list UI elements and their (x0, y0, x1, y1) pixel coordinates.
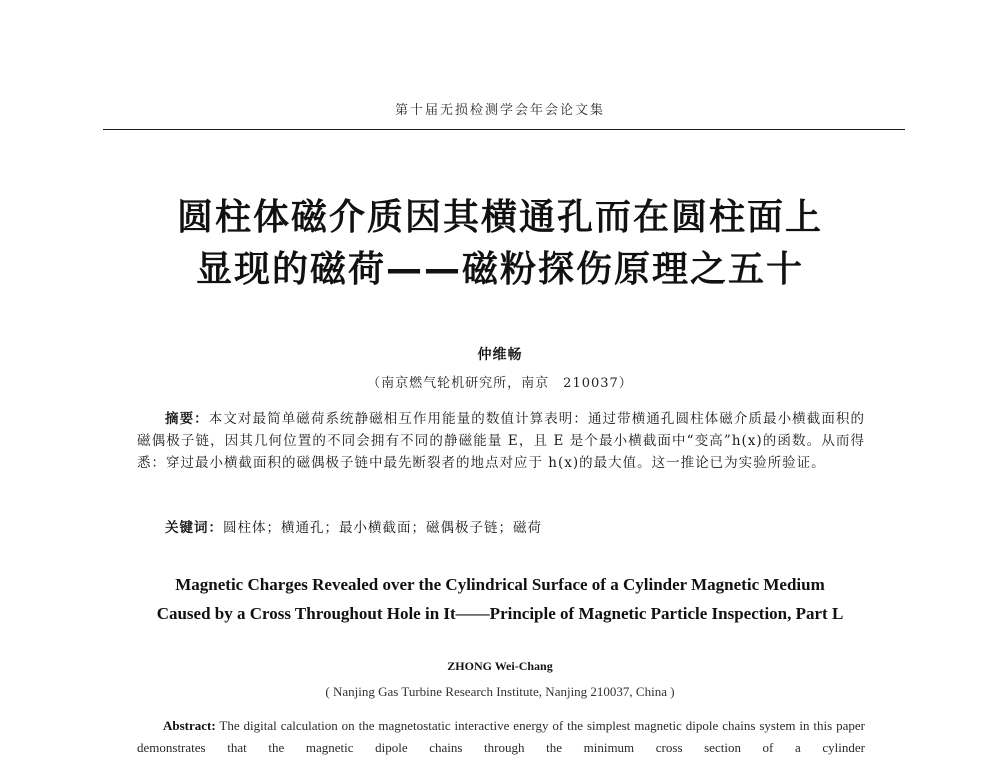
abstract-cn-label: 摘要： (165, 411, 209, 427)
author-en: ZHONG Wei-Chang (447, 659, 553, 673)
keywords-cn-text: 圆柱体；横通孔；最小横截面；磁偶极子链；磁荷 (223, 520, 542, 536)
affiliation-cn: （南京燃气轮机研究所，南京 210037） (367, 376, 633, 391)
abstract-en-text: The digital calculation on the magnetostatic interactive energy of the simplest magnetic dipole chains system in this paper demonstrates that the magnetic dipole chains through the minimum cross section of a cylinder (137, 718, 865, 755)
keywords-cn (165, 516, 865, 536)
running-head: 第十届无损检测学会年会论文集 (394, 103, 605, 118)
title-en-line2: Caused by a Cross Throughout Hole in It——Principle of Magnetic Particle Inspection, Part L (156, 604, 844, 623)
header-rule (103, 129, 905, 130)
keywords-cn-label: 关键词： (165, 520, 223, 536)
abstract-en (137, 715, 865, 759)
abstract-cn-text: 本文对最简单磁荷系统静磁相互作用能量的数值计算表明：通过带横通孔圆柱体磁介质最小横截面积的磁偶极子链，因其几何位置的不同会拥有不同的静磁能量 E，且 E 是个最小横截面中“变高”h(x)的函数。从而得悉：穿过最小横截面积的磁偶极子链中最先断裂者的地点对应于 h(x)的最大值。这一推论已为实验所验证。 (137, 411, 866, 471)
affiliation-en: ( Nanjing Gas Turbine Research Institute, Nanjing 210037, China ) (325, 684, 675, 699)
title-cn-line1: 圆柱体磁介质因其横通孔而在圆柱面上 (176, 197, 823, 238)
abstract-en-label: Abstract: (163, 718, 216, 733)
author-cn: 仲维畅 (477, 347, 523, 363)
abstract-cn (137, 408, 865, 474)
title-en-line1: Magnetic Charges Revealed over the Cylindrical Surface of a Cylinder Magnetic Medium (175, 575, 825, 594)
title-cn-line2: 显现的磁荷——磁粉探伤原理之五十 (195, 249, 804, 290)
